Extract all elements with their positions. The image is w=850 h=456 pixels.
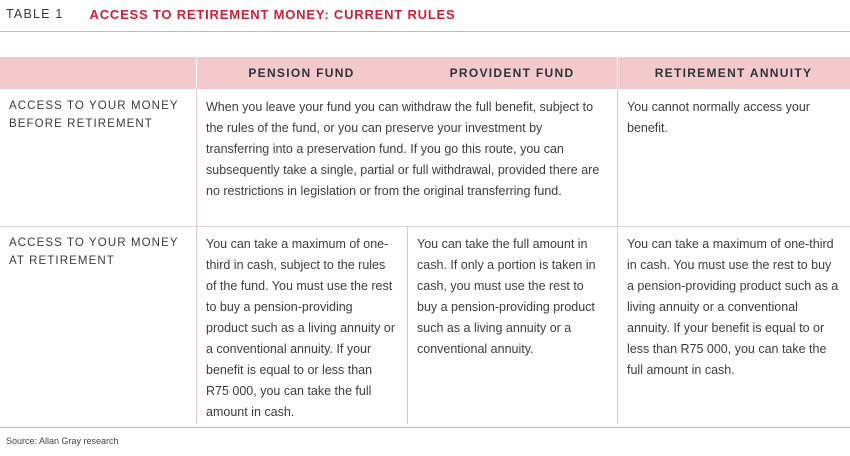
cell-annuity-before <box>617 89 850 226</box>
cell-provident-at <box>407 226 617 424</box>
table-heading <box>6 4 456 24</box>
header-retirement-annuity: RETIREMENT ANNUITY <box>617 57 850 89</box>
header-provident-fund: PROVIDENT FUND <box>407 57 617 89</box>
cell-text: When you leave your fund you can withdraw the full benefit, subject to the rules of the fund, or you can preserve your investment by transferring into a preservation fund. If you go this route, you can subsequently take a single, partial or full withdrawal, provided there are no restrictions in legislation or from the original transferring fund. <box>206 100 600 198</box>
table-number: TABLE 1 <box>6 7 64 21</box>
cell-pension-provident-before <box>196 89 617 226</box>
title-divider <box>0 31 850 32</box>
cell-pension-at <box>196 226 407 424</box>
row-label-before-retirement: ACCESS TO YOUR MONEY BEFORE RETIREMENT <box>9 100 179 130</box>
source-note: Source: Allan Gray research <box>6 436 119 446</box>
table-title: ACCESS TO RETIREMENT MONEY: CURRENT RULES <box>89 6 456 22</box>
header-corner <box>0 57 196 89</box>
cell-text: You cannot normally access your benefit. <box>627 100 810 135</box>
rules-table <box>0 57 850 424</box>
table-bottom-divider <box>0 427 850 428</box>
row-label-at-retirement: ACCESS TO YOUR MONEY AT RETIREMENT <box>0 226 196 424</box>
cell-text: You can take the full amount in cash. If only a portion is taken in cash, you must use the rest to buy a pension-providing product such as a living annuity or a conventional annuity. <box>417 237 596 356</box>
cell-text: You can take a maximum of one-third in cash. You must use the rest to buy a pension-providing product such as a living annuity or a conventional annuity. If your benefit is equal to or less than R75 000, you can take the full amount in cash. <box>627 237 839 377</box>
cell-text: You can take a maximum of one-third in cash, subject to the rules of the fund. You must use the rest to buy a pension-providing product such as a living annuity or a conventional annuity. If your benefit is equal to or less than R75 000, you can take the full amount in cash. <box>206 237 395 419</box>
header-pension-fund: PENSION FUND <box>196 57 407 89</box>
cell-annuity-at <box>617 226 850 424</box>
